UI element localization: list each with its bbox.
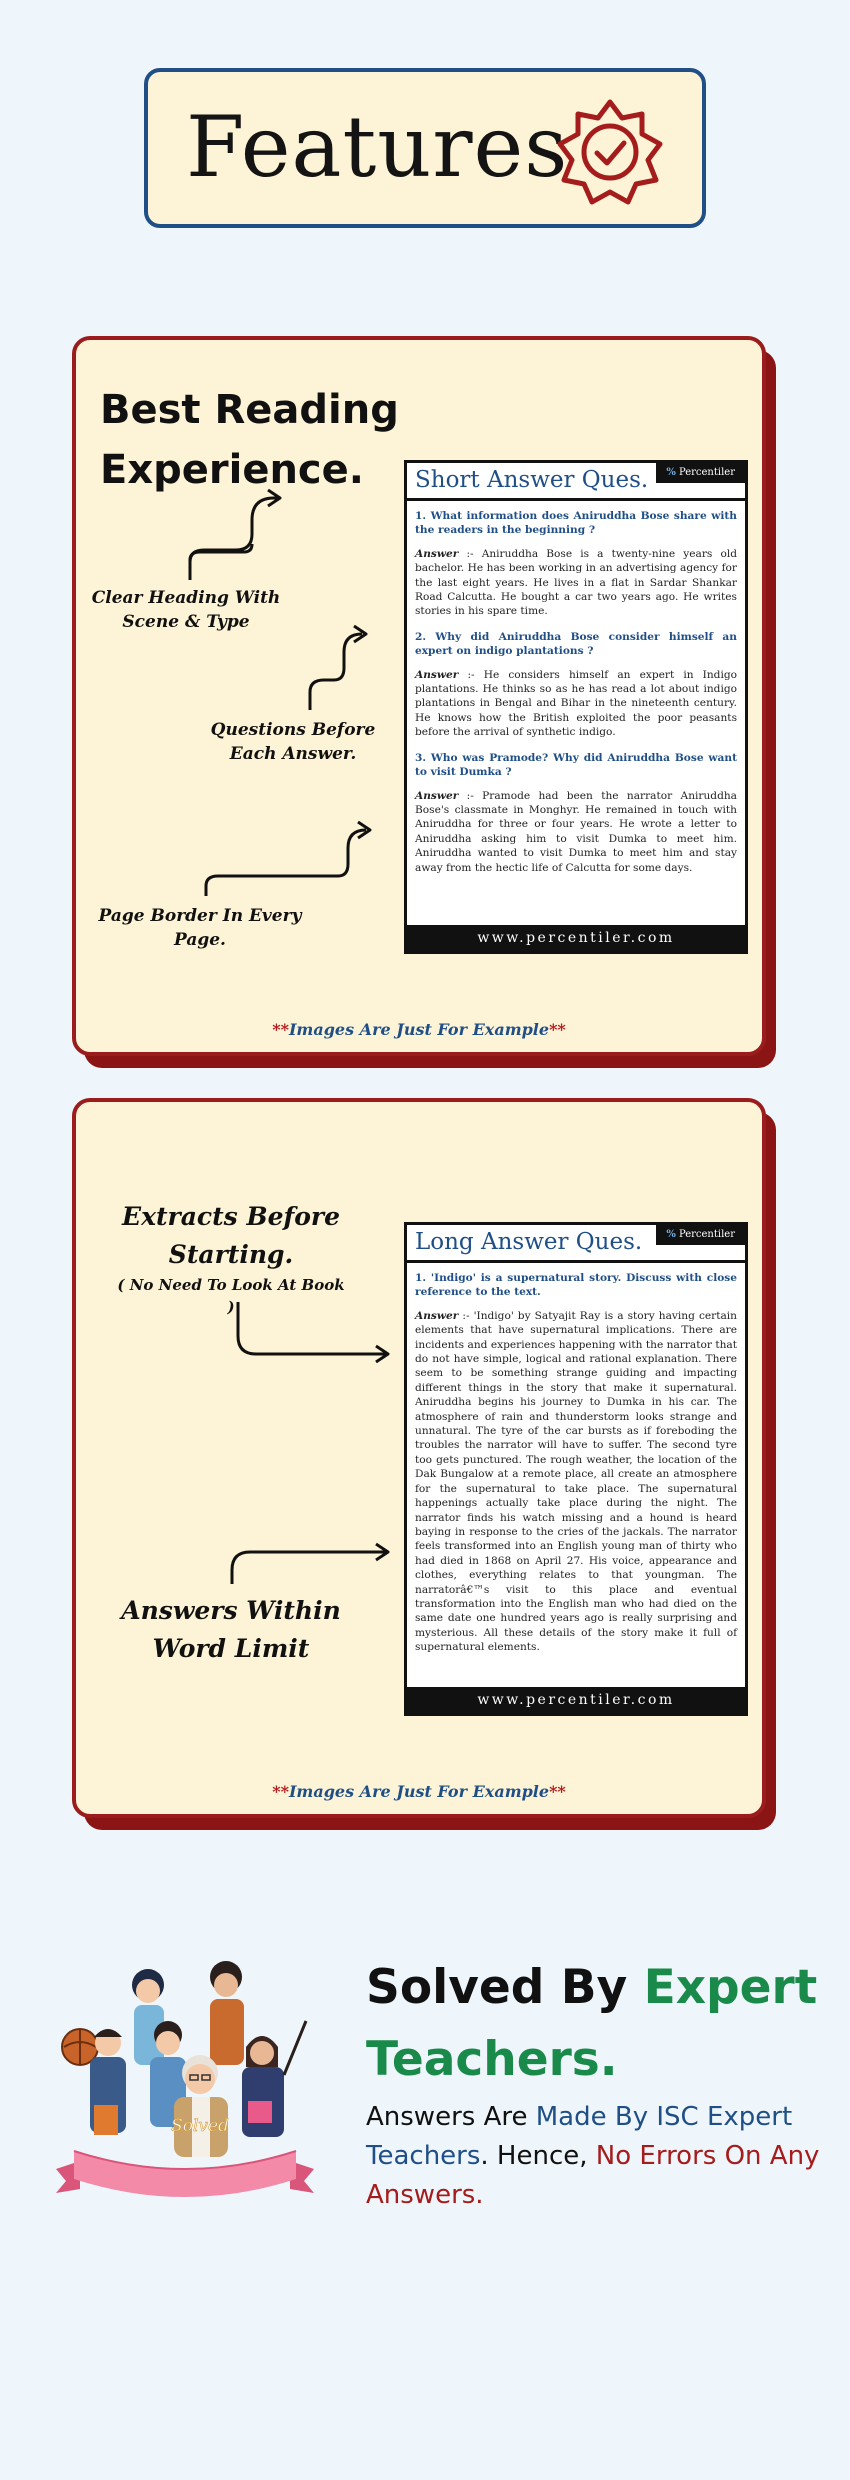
doc-body bbox=[407, 1263, 745, 1655]
svg-text:Solved: Solved bbox=[171, 2116, 229, 2136]
reading-heading: Best Reading Experience. bbox=[100, 387, 399, 493]
reading-experience-card bbox=[72, 336, 766, 1056]
long-answer-card bbox=[72, 1098, 766, 1818]
doc-header bbox=[407, 1225, 745, 1263]
short-answer-sample-page bbox=[404, 460, 748, 954]
answer-1: Answer :- 'Indigo' by Satyajit Ray is a story having certain elements that have supernatural implications. There are incidents and experiences happening with the narrator that do not have simple, logical and rational explanation. There seem to be something strange guiding and impacting different things in the story that make it supernatural. Aniruddha begins his journey to Dumka in his car. The atmosphere of rain and thunderstorm looks strange and unnatural. The tyre of the car bursts as if foreboding the troubles the narrator will have to suffer. The second tyre too gets punctured. The rough weather, the location of the Dak Bungalow at a remote place, all create an atmosphere for the supernatural to take place. The supernatural happenings actually take place during the night. The narrator finds his watch missing and a hound is heard baying in response to the cries of the jackals. The narrator feels transformed into an English young man of thirty who had died in 1868 on April 27. His voice, appearance and clothes, everything relates to that youngman. The narratorâ€™s visit to this place and eventual transformation into the English man who had died on the same date one hundred years ago is really surprising and mysterious. All these details of the story make it full of supernatural elements. bbox=[415, 1309, 737, 1654]
doc-body bbox=[407, 501, 745, 875]
percent-logo-icon: % bbox=[666, 1229, 676, 1240]
answer-3: Answer :- Pramode had been the narrator Aniruddha Bose's classmate in Monghyr. He remained in touch with Aniruddha for three or four years. He wrote a letter to Aniruddha asking him to visit Dumka to meet him. Aniruddha wanted to visit Dumka to meet him and stay away from the hectic life of Calcutta for some days. bbox=[415, 789, 737, 874]
answer-2: Answer :- He considers himself an expert in Indigo plantations. He thinks so as he has read a lot about indigo plantations in Bengal and Bihar in the nineteenth century. He knows how the British exploited the poor peasants before the arrival of synthetic indigo. bbox=[415, 668, 737, 739]
features-title-box bbox=[144, 68, 706, 228]
percent-logo-icon: % bbox=[666, 467, 676, 478]
question-3: 3. Who was Pramode? Why did Aniruddha Bose want to visit Dumka ? bbox=[415, 751, 737, 779]
doc-header bbox=[407, 463, 745, 501]
label-questions-before: Questions Before Each Answer. bbox=[210, 720, 376, 764]
label-answers-within: Answers Within Word Limit bbox=[121, 1596, 341, 1663]
answer-1: Answer :- Aniruddha Bose is a twenty-nine years old bachelor. He has been working in an advertising agency for the last eight years. He lives in a flat in Sardar Shankar Road Calcutta. He bought a car two years ago. He writes stories in his spare time. bbox=[415, 547, 737, 618]
solved-description: Answers Are Made By ISC Expert Teachers. Hence, No Errors On Any Answers. bbox=[366, 2102, 820, 2210]
teachers-illustration bbox=[50, 1955, 320, 2215]
page-title: Features bbox=[186, 98, 569, 196]
long-answer-sample-page bbox=[404, 1222, 748, 1716]
brand-tag: % Percentiler bbox=[656, 463, 745, 483]
verified-badge-icon bbox=[556, 98, 664, 206]
doc-footer-url: www.percentiler.com bbox=[407, 1687, 745, 1713]
question-2: 2. Why did Aniruddha Bose consider himself an expert on indigo plantations ? bbox=[415, 630, 737, 658]
label-page-border: Page Border In Every Page. bbox=[98, 906, 302, 950]
question-1: 1. 'Indigo' is a supernatural story. Discuss with close reference to the text. bbox=[415, 1272, 737, 1299]
solved-heading: Solved By Expert Teachers. bbox=[366, 1960, 818, 2087]
doc-title: Long Answer Ques. bbox=[415, 1229, 643, 1255]
label-extracts-before: Extracts Before Starting. ( No Need To Look At Book ) bbox=[117, 1202, 345, 1316]
label-extracts-sub: ( No Need To Look At Book ) bbox=[117, 1276, 345, 1316]
label-clear-heading: Clear Heading With Scene & Type bbox=[91, 588, 281, 632]
example-note: **Images Are Just For Example** bbox=[272, 1020, 566, 1039]
brand-tag: % Percentiler bbox=[656, 1225, 745, 1245]
doc-title: Short Answer Ques. bbox=[415, 467, 649, 493]
example-note: **Images Are Just For Example** bbox=[272, 1782, 566, 1801]
question-1: 1. What information does Aniruddha Bose share with the readers in the beginning ? bbox=[415, 510, 737, 537]
doc-footer-url: www.percentiler.com bbox=[407, 925, 745, 951]
